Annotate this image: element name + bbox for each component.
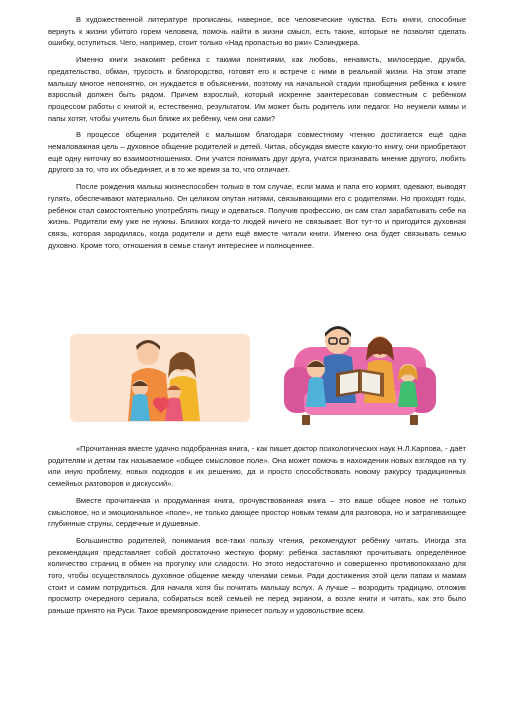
paragraph: «Прочитанная вместе удачно подобранная книга, - как пишет доктор психологических наук Н.Л.Карпова, - даёт родителям и детям так называемое «общее смысловое поле». Она может помочь в нахождении новых взглядов на ту или иную проблему, новых подходов к их решению, да и просто способствовать новому ракурсу традиционных семейных разговоров и дискуссий».	[48, 444, 466, 489]
paragraph: Именно книги знакомят ребёнка с такими понятиями, как любовь, ненависть, милосердие, дружба, предательство, обман, трусость и благородство, готовят его к встрече с ними в реальной жизни. На этом этапе малышу многое непонятно, он нуждается в объяснении, поэтому на начальной стадии приобщения ребёнка к книге взрослый должен быть рядом. Причем взрослый, который искренне заинтересован совместным с ребёнком процессом работы с книгой и, естественно, результатом. Им может быть родитель или педагог. Но неужели мамы и папы хотят, чтобы учитель был ближе их ребёнку, чем они сами?	[48, 55, 466, 123]
paragraph: В художественной литературе прописаны, наверное, все человеческие чувства. Есть книги, способные вернуть к жизни убитого горем человека, помочь найти в жизни смысл, есть такие, которые не позволят сделать ошибку, оступиться. Чего, например, стоит только «Над пропастью во ржи» Сэлинджера.	[48, 15, 466, 48]
top-text-block	[48, 14, 466, 256]
bottom-text-block	[48, 443, 466, 622]
family-hug-illustration	[70, 326, 250, 426]
paragraph: В процессе общения родителей с малышом благодаря совместному чтению достигается ещё одна немаловажная цель – духовное общение родителей и детей. Читая, обсуждая вместе какую-то книгу, они приобретают ещё одну ниточку во взаимоотношениях. Они учатся понимать друг друга, учатся признавать мнение другого, любить другого за то, что их объединяет, и в то же время за то, что отличает.	[48, 130, 466, 175]
paragraph: После рождения малыш жизнеспособен только в том случае, если мама и папа его кормят, одевают, выводят гулять, обеспечивают материально. Он целиком опутан нитями, связывающими его с родителями. Но проходят годы, ребёнок стал самостоятельно употреблять пищу и одеваться. Получив профессию, он сам стал зарабатывать себе на жизнь. Родители ему уже не нужны. Близких когда-то людей ничего не связывает. Вот тут-то и пригодится духовная связь, которая зародилась, когда родители и дети ещё вместе читали книги. Именно она будет связывать семью духовно. Кроме того, отношения в семье станут интереснее и полноценнее.	[48, 182, 466, 250]
paragraph: Большинство родителей, понимания все-таки пользу чтения, рекомендуют ребёнку читать. Иногда эта рекомендация представляет собой достаточно жесткую форму: ребёнка заставляют прочитывать определённое количество страниц в обмен на прогулку или сладости. Но этого недостаточно и совершенно противопоказано для того, чтобы осуществлялось духовное общение между членами семьи. Ради достижения этой цели папам и мамам стоит и самим потрудиться. Для начала хотя бы почитать малышу вслух. А лучше – возродить традицию, отложив просмотр очередного сериала, собираться всей семьей не перед экраном, а возле книги и читать, как это было раньше принято на Руси. Такое времяпровождение принесет пользу и удовольствие всем.	[48, 535, 466, 616]
paragraph: Вместе прочитанная и продуманная книга, прочувствованная книга – это ваше общее новое не только смысловое, но и эмоциональное «поле», не только дающее простор новым темам для разговора, но и затрагивающее глубинные струны, сердечные и душевные.	[48, 495, 466, 529]
family-reading-illustration	[280, 311, 440, 427]
